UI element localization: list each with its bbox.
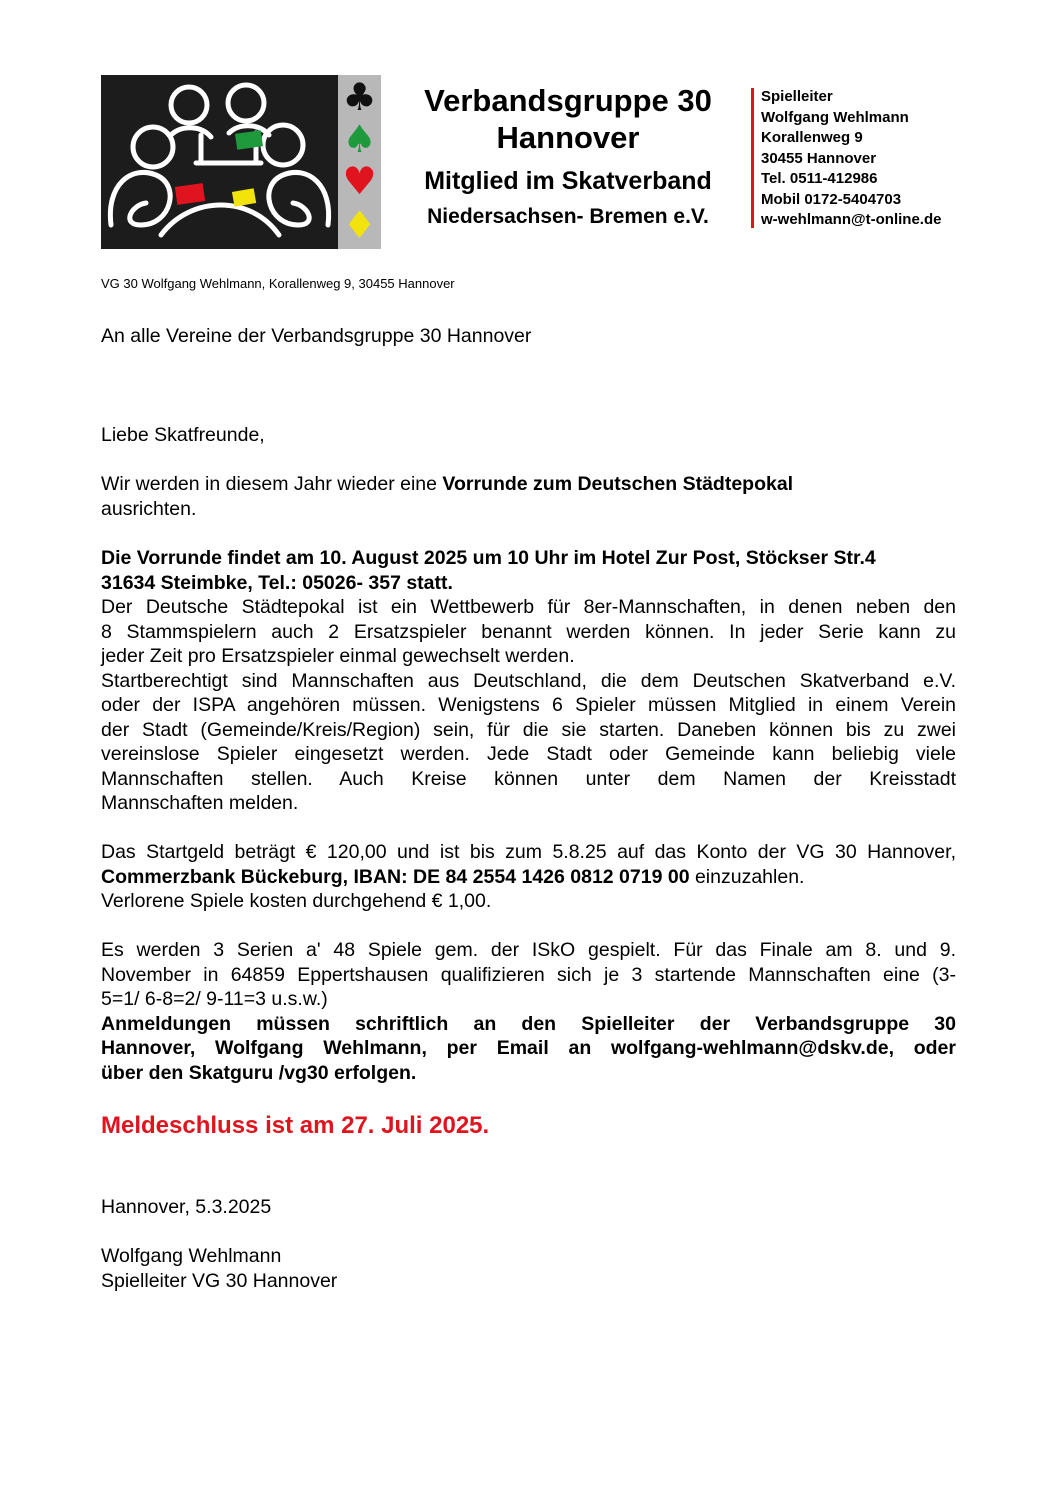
intro-text-2: ausrichten. [101,497,197,520]
series-line: 5=1/ 6-8=2/ 9-11=3 u.s.w.) [101,988,328,1010]
letterhead-divider [751,88,754,228]
recipient: An alle Vereine der Verbandsgruppe 30 Hannover [101,325,532,347]
contact-role: Spielleiter [761,88,833,105]
registration-line: Anmeldungen müssen schriftlich an den Spielleiter der Verbandsgruppe 30 [101,1012,956,1035]
contact-email[interactable]: w-wehlmann@t-online.de [761,211,942,228]
event-rules-line: 8 Stammspielern auch 2 Ersatzspieler benannt werden können. In jeder Serie kann zu [101,620,956,643]
event-rules-line: Der Deutsche Städtepokal ist ein Wettbewerb für 8er-Mannschaften, in denen neben den [101,596,956,618]
place-date: Hannover, 5.3.2025 [101,1196,272,1218]
letterhead-city: Hannover [496,120,640,155]
intro-paragraph [101,472,956,521]
skat-players-logo [101,75,338,249]
fee-paragraph [101,840,956,914]
logo [101,75,338,249]
salutation: Liebe Skatfreunde, [101,424,265,446]
registration-line: Hannover, Wolfgang Wehlmann, per Email an wolfgang-wehlmann@dskv.de, oder [101,1037,956,1059]
signature-role: Spielleiter VG 30 Hannover [101,1269,338,1292]
bank-suffix: einzuzahlen. [689,865,805,888]
contact-street: Korallenweg 9 [761,129,863,146]
series-paragraph [101,938,956,1085]
registration-deadline: Meldeschluss ist am 27. Juli 2025. [101,1112,490,1139]
spade-icon: ♠ [342,117,377,161]
intro-text: Wir werden in diesem Jahr wieder eine [101,473,443,495]
heart-icon: ♥ [342,159,377,203]
event-location-line: 31634 Steimbke, Tel.: 05026- 357 statt. [101,571,453,594]
contact-phone: Tel. 0511-412986 [761,170,878,187]
card-suits-strip [338,75,381,249]
registration-line: über den Skatguru /vg30 erfolgen. [101,1061,417,1084]
lost-games-fee: Verlorene Spiele kosten durchgehend € 1,00. [101,890,492,912]
contact-mobile: Mobil 0172-5404703 [761,190,902,208]
event-rules-line: Mannschaften stellen. Auch Kreise können unter dem Namen der Kreisstadt [101,767,956,790]
letterhead-title: Verbandsgruppe 30 [424,83,712,118]
club-icon: ♣ [342,75,377,119]
event-rules-line: Startberechtigt sind Mannschaften aus Deutschland, die dem Deutschen Skatverband e.V. [101,669,956,692]
contact-block [761,87,941,231]
bank-details: Commerzbank Bückeburg, IBAN: DE 84 2554 1426 0812 0719 00 [101,865,690,888]
sender-line: VG 30 Wolfgang Wehlmann, Korallenweg 9, 30455 Hannover [101,276,455,291]
signature-name: Wolfgang Wehlmann [101,1245,282,1267]
series-line: Es werden 3 Serien a' 48 Spiele gem. der ISkO gespielt. Für das Finale am 8. und 9. [101,939,956,961]
event-rules-line: vereinslose Spieler eingesetzt werden. Jede Stadt oder Gemeinde kann beliebig viele [101,743,956,765]
fee-line: Das Startgeld beträgt € 120,00 und ist bis zum 5.8.25 auf das Konto der VG 30 Hannover, [101,841,956,863]
diamond-icon: ♦ [342,203,377,247]
signature-block [101,1244,956,1293]
event-rules-line: oder der ISPA angehören müssen. Wenigstens 6 Spieler müssen Mitglied in einem Verein [101,694,956,716]
letterhead-region: Niedersachsen- Bremen e.V. [427,205,709,228]
letterhead-membership: Mitglied im Skatverband [424,167,712,195]
event-date-line: Die Vorrunde findet am 10. August 2025 um 10 Uhr im Hotel Zur Post, Stöckser Str.4 [101,547,876,569]
event-paragraph [101,546,956,816]
contact-name: Wolfgang Wehlmann [761,108,909,126]
event-rules-line: der Stadt (Gemeinde/Kreis/Region) sein, für die sie starten. Daneben können bis zu zwei [101,718,956,741]
event-rules-line: Mannschaften melden. [101,792,299,814]
contact-city: 30455 Hannover [761,149,877,167]
intro-bold: Vorrunde zum Deutschen Städtepokal [442,473,794,495]
event-rules-line: jeder Zeit pro Ersatzspieler einmal gewechselt werden. [101,645,575,667]
series-line: November in 64859 Eppertshausen qualifizieren sich je 3 startende Mannschaften eine (3- [101,963,956,986]
